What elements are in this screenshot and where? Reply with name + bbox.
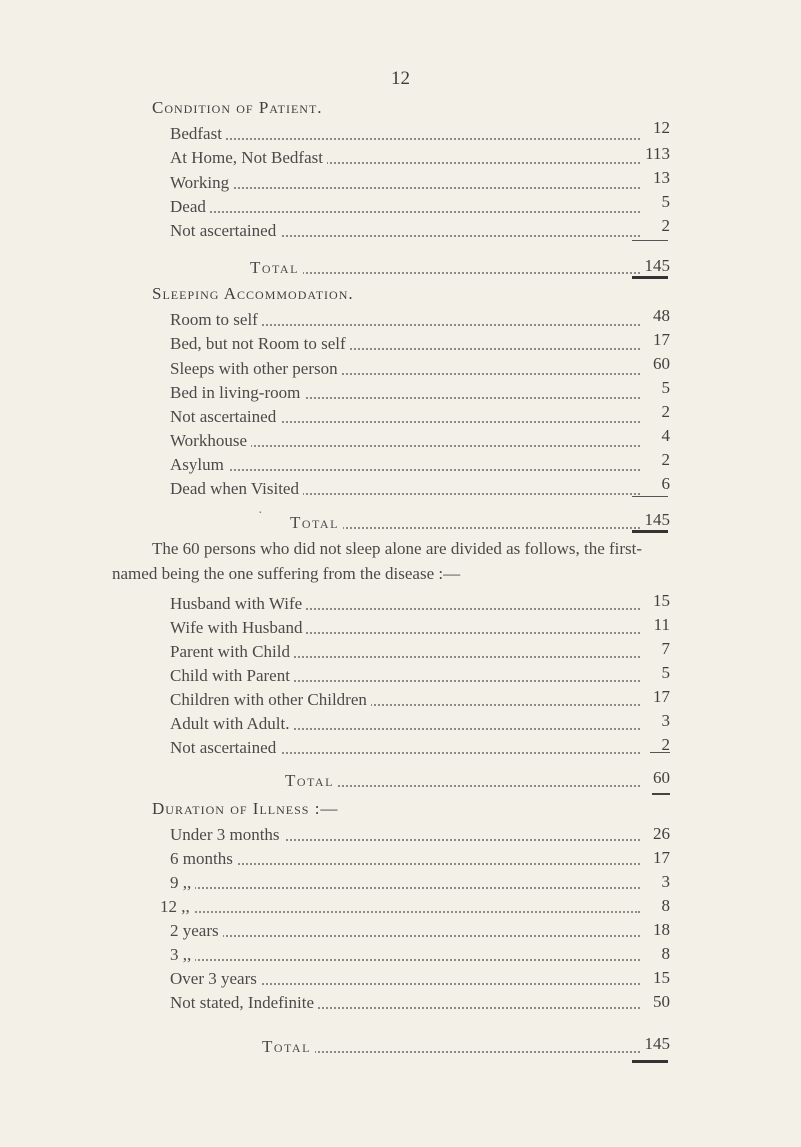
condition-total-rule (632, 276, 668, 279)
explanatory-paragraph (112, 536, 792, 586)
duration-row-under-3: Under 3 months (170, 823, 640, 847)
condition-value-at-home: 113 (645, 144, 670, 163)
duration-row-2-years: 2 years (170, 919, 640, 943)
condition-heading: Condition of Patient. (152, 98, 323, 117)
duration-row-not-stated: Not stated, Indefinite (170, 991, 640, 1015)
page-number: 12 (391, 68, 410, 89)
sleeping-value-living-room: 5 (661, 378, 670, 397)
condition-value-dead: 5 (661, 192, 670, 211)
condition-row-dead: Dead (170, 195, 640, 219)
condition-total-row: Total (250, 256, 640, 280)
divided-row-not-ascertained: Not ascertained (170, 736, 640, 760)
sleeping-heading: Sleeping Accommodation. (152, 284, 354, 303)
duration-value-9-months: 3 (661, 872, 670, 891)
sleeping-value-bed-not-room: 17 (653, 330, 670, 349)
divided-value-wife-husband: 11 (653, 615, 670, 634)
sleeping-total-row: Total (290, 511, 640, 535)
sleeping-row-bed-not-room: Bed, but not Room to self (170, 332, 640, 356)
divided-total-rule (652, 793, 670, 795)
duration-total-value: 145 (644, 1034, 670, 1053)
duration-total-row: Total (262, 1035, 640, 1059)
duration-row-6-months: 6 months (170, 847, 640, 871)
condition-value-not-ascertained: 2 (661, 216, 670, 235)
duration-value-2-years: 18 (653, 920, 670, 939)
sleeping-row-room-to-self: Room to self (170, 308, 640, 332)
condition-sum-rule (632, 240, 668, 241)
sleeping-row-workhouse: Workhouse (170, 429, 640, 453)
sleeping-value-sleeps-with-other: 60 (653, 354, 670, 373)
paragraph-line-1: The 60 persons who did not sleep alone are divided as follows, the first- (152, 539, 643, 558)
divided-row-wife-husband: Wife with Husband (170, 616, 640, 640)
duration-row-9-months: 9 ,, (170, 871, 640, 895)
duration-row-3-years: 3 ,, (170, 943, 640, 967)
divided-row-adult-adult: Adult with Adult. (170, 712, 640, 736)
condition-value-bedfast: 12 (653, 118, 670, 137)
duration-row-12-months: 12 ,, (160, 895, 640, 919)
sleeping-sum-rule (632, 496, 668, 497)
condition-row-not-ascertained: Not ascertained (170, 219, 640, 243)
sleeping-value-not-ascertained: 2 (661, 402, 670, 421)
divided-value-adult-adult: 3 (661, 711, 670, 730)
sleeping-row-dead-when-visited: Dead when Visited (170, 477, 640, 501)
divided-row-child-parent: Child with Parent (170, 664, 640, 688)
divided-row-parent-child: Parent with Child (170, 640, 640, 664)
divided-value-child-parent: 5 (661, 663, 670, 682)
divided-value-parent-child: 7 (661, 639, 670, 658)
sleeping-row-living-room: Bed in living-room (170, 381, 640, 405)
condition-total-value: 145 (644, 256, 670, 275)
sleeping-total-value: 145 (644, 510, 670, 529)
condition-row-working: Working (170, 171, 640, 195)
divided-row-children: Children with other Children (170, 688, 640, 712)
duration-value-not-stated: 50 (653, 992, 670, 1011)
sleeping-value-workhouse: 4 (661, 426, 670, 445)
sleeping-value-asylum: 2 (661, 450, 670, 469)
condition-value-working: 13 (653, 168, 670, 187)
divided-total-row: Total (285, 769, 640, 793)
divided-value-children: 17 (653, 687, 670, 706)
sleeping-value-room-to-self: 48 (653, 306, 670, 325)
condition-row-at-home: At Home, Not Bedfast (170, 146, 640, 170)
duration-row-over-3: Over 3 years (170, 967, 640, 991)
divided-total-value: 60 (653, 768, 670, 787)
sleeping-row-sleeps-with-other: Sleeps with other person (170, 357, 640, 381)
divided-value-husband-wife: 15 (653, 591, 670, 610)
sleeping-row-not-ascertained: Not ascertained (170, 405, 640, 429)
stray-mark: · (258, 506, 263, 521)
divided-row-husband-wife: Husband with Wife (170, 592, 640, 616)
duration-value-3-years: 8 (661, 944, 670, 963)
paragraph-line-2: named being the one suffering from the disease :— (112, 564, 461, 583)
duration-total-rule (632, 1060, 668, 1063)
duration-value-12-months: 8 (661, 896, 670, 915)
duration-value-under-3: 26 (653, 824, 670, 843)
duration-value-over-3: 15 (653, 968, 670, 987)
sleeping-value-dead-when-visited: 6 (661, 474, 670, 493)
duration-value-6-months: 17 (653, 848, 670, 867)
sleeping-row-asylum: Asylum (170, 453, 640, 477)
duration-heading: Duration of Illness :— (152, 799, 339, 818)
divided-sum-rule (650, 752, 670, 753)
sleeping-total-rule (632, 530, 668, 533)
condition-row-bedfast: Bedfast (170, 122, 640, 146)
divided-value-not-ascertained: 2 (661, 735, 670, 754)
